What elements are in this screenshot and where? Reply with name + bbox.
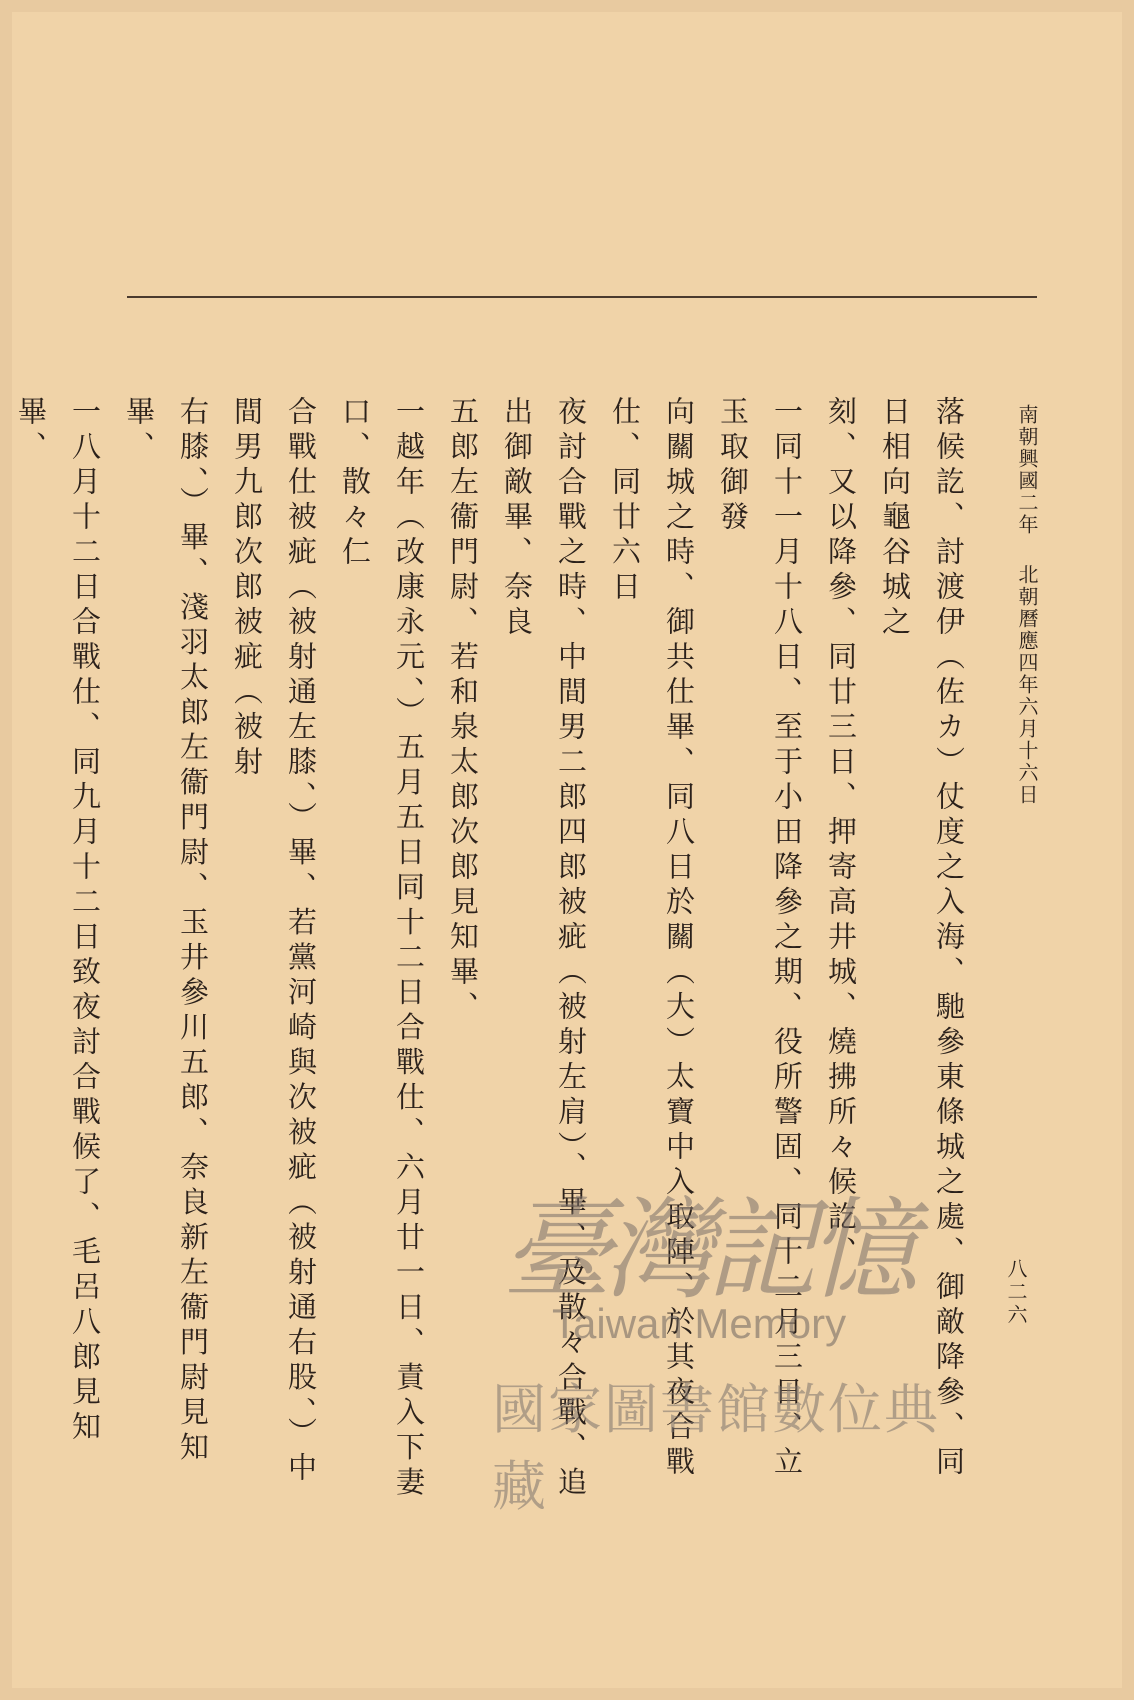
header-rule: [127, 296, 1037, 298]
header-era-south: 南朝興國二年: [1015, 404, 1039, 536]
text-column: 一越年（改康永元、）五月五日同十二日合戰仕、六月廿一日、責入下妻口、散々仁: [338, 396, 426, 1502]
watermark-latin: Taiwan Memory: [552, 1300, 847, 1347]
document-page: [12, 12, 1122, 1688]
watermark-script: 臺灣記憶: [502, 1186, 910, 1314]
text-column: 一八月十二日合戰仕、同九月十二日致夜討合戰候了、毛呂八郎見知畢、: [14, 396, 102, 1446]
text-column: 刻、又以降參、同廿三日、押寄高井城、燒拂所々候訖、: [824, 396, 858, 1271]
text-column: 五郎左衞門尉、若和泉太郎次郎見知畢、: [446, 396, 480, 1026]
text-column: 右膝、）畢、淺羽太郎左衞門尉、玉井參川五郎、奈良新左衞門尉見知畢、: [122, 396, 210, 1467]
text-column: 落候訖、討渡伊（佐カ）仗度之入海、馳參東條城之處、御敵降參、同日相向龜谷城之: [878, 396, 966, 1481]
page-number: 八二六: [1004, 1258, 1028, 1327]
text-column: 向關城之時、御共仕畢、同八日於關（大）太寶中入取陣、於其夜合戰仕、同廿六日: [608, 396, 696, 1481]
document-body: [14, 396, 976, 1506]
watermark-cjk: 國家圖書館數位典藏: [492, 1378, 940, 1518]
text-column: 一同十一月十八日、至于小田降參之期、役所警固、同十二月三日、立玉取御發: [716, 396, 804, 1481]
text-column: 夜討合戰之時、中間男二郎四郎被疵（被射左肩）、畢、及散々合戰、追出御敵畢、奈良: [500, 396, 588, 1502]
header-era-north: 北朝曆應四年六月十六日: [1015, 564, 1039, 806]
running-header: [1002, 404, 1042, 806]
text-column: 合戰仕被疵（被射通左膝、）畢、若黨河崎與次被疵（被射通右股、）中間男九郎次郎被疵（被射: [230, 396, 318, 1487]
text-column: [0, 396, 4, 1506]
